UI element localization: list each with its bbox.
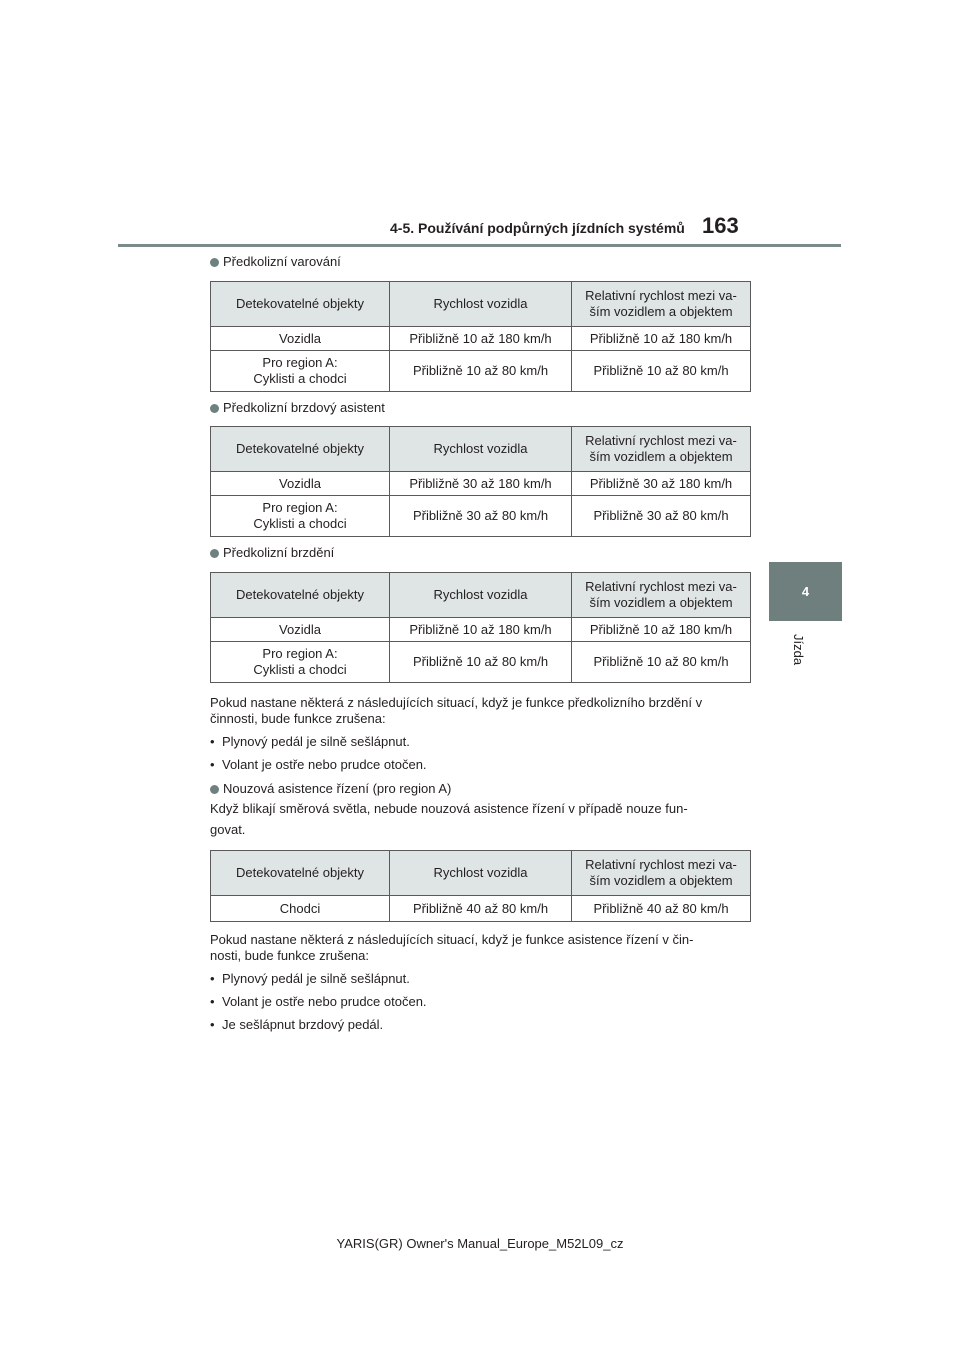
section-heading-warning: Předkolizní varování xyxy=(210,252,750,272)
chapter-tab xyxy=(769,562,842,621)
cell-speed: Přibližně 30 až 80 km/h xyxy=(390,496,572,537)
cell-object: Pro region A: Cyklisti a chodci xyxy=(211,642,390,683)
header-objects: Detekovatelné objekty xyxy=(211,573,390,618)
section-heading-steering: Nouzová asistence řízení (pro region A) xyxy=(210,779,750,798)
table-header-row xyxy=(211,851,751,896)
cell-speed: Přibližně 10 až 180 km/h xyxy=(390,618,572,642)
table-header-row xyxy=(211,427,751,472)
table-row xyxy=(211,642,751,683)
cell-object: Pro region A: Cyklisti a chodci xyxy=(211,351,390,392)
bullet-icon xyxy=(210,785,219,794)
cell-speed: Přibližně 30 až 180 km/h xyxy=(390,472,572,496)
header-objects: Detekovatelné objekty xyxy=(211,282,390,327)
cell-speed: Přibližně 40 až 80 km/h xyxy=(390,896,572,922)
cell-relative: Přibližně 10 až 80 km/h xyxy=(572,351,751,392)
cell-relative: Přibližně 30 až 80 km/h xyxy=(572,496,751,537)
table-row xyxy=(211,896,751,922)
header-objects: Detekovatelné objekty xyxy=(211,851,390,896)
table-row xyxy=(211,327,751,351)
cell-relative: Přibližně 10 až 180 km/h xyxy=(572,327,751,351)
header-vehicle-speed: Rychlost vozidla xyxy=(390,427,572,472)
footer-manual-id: YARIS(GR) Owner's Manual_Europe_M52L09_cz xyxy=(336,1236,624,1251)
cell-object: Pro region A: Cyklisti a chodci xyxy=(211,496,390,537)
bullet-icon xyxy=(210,404,219,413)
list-item: • Plynový pedál je silně sešlápnut. xyxy=(210,971,410,986)
cell-relative: Přibližně 10 až 180 km/h xyxy=(572,618,751,642)
table-row xyxy=(211,351,751,392)
cell-object: Vozidla xyxy=(211,327,390,351)
cell-object: Chodci xyxy=(211,896,390,922)
header-objects: Detekovatelné objekty xyxy=(211,427,390,472)
header-relative-speed: Relativní rychlost mezi va- ším vozidlem a objektem xyxy=(572,282,751,327)
cell-relative: Přibližně 30 až 180 km/h xyxy=(572,472,751,496)
braking-cancel-paragraph: Pokud nastane některá z následujících situací, když je funkce předkolizního brzdění v činnosti, bude funkce zrušena: xyxy=(210,695,703,726)
table-row xyxy=(211,472,751,496)
cell-relative: Přibližně 40 až 80 km/h xyxy=(572,896,751,922)
bullet-icon xyxy=(210,258,219,267)
chapter-label: Jízda xyxy=(791,634,806,666)
cell-object: Vozidla xyxy=(211,618,390,642)
section-heading-brake-assist: Předkolizní brzdový asistent xyxy=(210,399,750,417)
steering-intro: Když blikají směrová světla, nebude nouzová asistence řízení v případě nouze fun- govat. xyxy=(210,801,688,837)
header-relative-speed: Relativní rychlost mezi va- ším vozidlem a objektem xyxy=(572,851,751,896)
bullet-icon xyxy=(210,549,219,558)
header-vehicle-speed: Rychlost vozidla xyxy=(390,573,572,618)
warning-table xyxy=(210,281,751,392)
table-header-row xyxy=(211,573,751,618)
list-item: • Plynový pedál je silně sešlápnut. xyxy=(210,734,410,749)
header-vehicle-speed: Rychlost vozidla xyxy=(390,851,572,896)
section-title: 4-5. Používání podpůrných jízdních systémů xyxy=(390,220,685,236)
steering-cancel-paragraph: Pokud nastane některá z následujících situací, když je funkce asistence řízení v čin- nosti, bude funkce zrušena: xyxy=(210,932,694,963)
header-vehicle-speed: Rychlost vozidla xyxy=(390,282,572,327)
list-item: • Volant je ostře nebo prudce otočen. xyxy=(210,994,427,1009)
braking-table xyxy=(210,572,751,683)
table-header-row xyxy=(211,282,751,327)
header-relative-speed: Relativní rychlost mezi va- ším vozidlem a objektem xyxy=(572,427,751,472)
cell-relative: Přibližně 10 až 80 km/h xyxy=(572,642,751,683)
list-item: • Volant je ostře nebo prudce otočen. xyxy=(210,757,427,772)
brake-assist-table xyxy=(210,426,751,537)
table-row xyxy=(211,496,751,537)
section-heading-braking: Předkolizní brzdění xyxy=(210,544,750,562)
page-number: 163 xyxy=(702,213,739,238)
cell-speed: Přibližně 10 až 80 km/h xyxy=(390,642,572,683)
cell-speed: Přibližně 10 až 180 km/h xyxy=(390,327,572,351)
cell-object: Vozidla xyxy=(211,472,390,496)
page-content xyxy=(210,252,750,1037)
chapter-number: 4 xyxy=(801,584,810,599)
list-item: • Je sešlápnut brzdový pedál. xyxy=(210,1017,384,1032)
header-divider xyxy=(118,244,841,247)
table-row xyxy=(211,618,751,642)
steering-table xyxy=(210,850,751,922)
header-relative-speed: Relativní rychlost mezi va- ším vozidlem a objektem xyxy=(572,573,751,618)
cell-speed: Přibližně 10 až 80 km/h xyxy=(390,351,572,392)
